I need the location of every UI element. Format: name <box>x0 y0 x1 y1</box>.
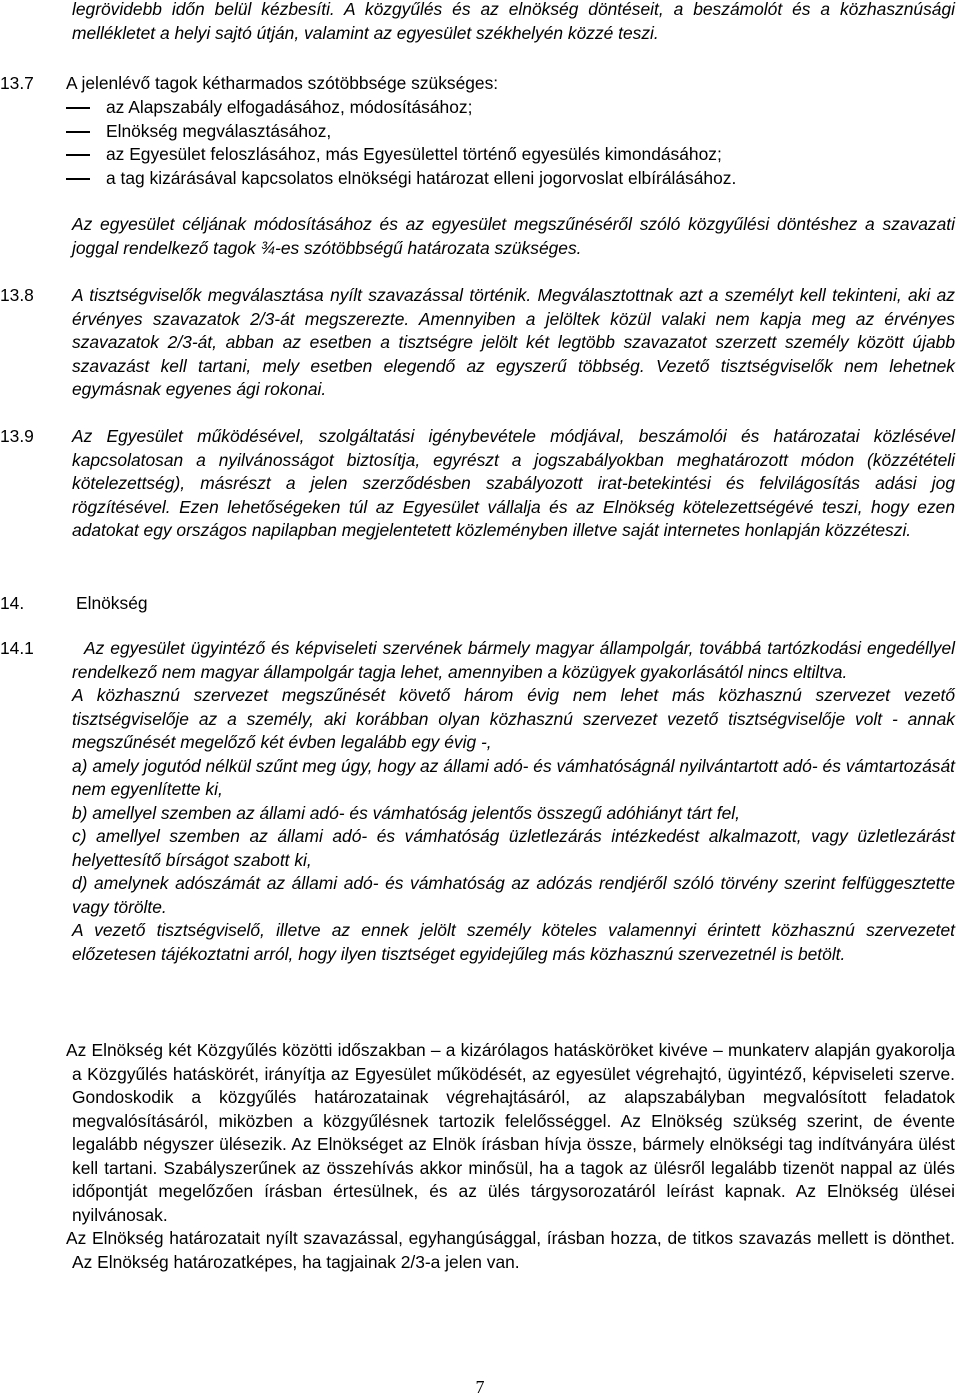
section-14-1-content <box>72 637 955 966</box>
section-13-7-intro: A jelenlévő tagok kétharmados szótöbbsége szükséges: <box>66 73 499 93</box>
section-number-13-8: 13.8 <box>0 285 34 305</box>
intro-paragraph <box>72 0 955 45</box>
section-number-14: 14. <box>0 593 25 613</box>
intro-text: legrövidebb időn belül kézbesíti. A közgyűlés és az elnökség döntéseit, a beszámolót és a közhasznúsági mellékletet a helyi sajtó útján, valamint az egyesület székhelyén közzé teszi. <box>72 0 955 43</box>
list-item: a tag kizárásával kapcsolatos elnökségi határozat elleni jogorvoslat elbírálásához. <box>66 167 946 191</box>
section-number-13-7: 13.7 <box>0 73 34 93</box>
section-14-1-item-a: a) amely jogutód nélkül szűnt meg úgy, hogy az állami adó- és vámhatóságnál nyilvántartott adó- és vámtartozását nem egyenlítette ki, <box>72 755 955 799</box>
section-14-1-item-d: d) amelynek adószámát az állami adó- és vámhatóság az adózás rendjéről szóló törvény szerint felfüggesztette vagy törölte. <box>72 873 955 917</box>
list-item: az Alapszabály elfogadásához, módosításához; <box>66 96 946 120</box>
page-number: 7 <box>475 1377 485 1397</box>
section-13-9-text: Az Egyesület működésével, szolgáltatási igénybevétele módjával, beszámolói és határozatai közlésével kapcsolatosan a nyilvánosságot biztosítja, egyrészt a jogszabályokban meghatározott módon (közzétételi kötelezettség), másrészt a jelen szerződésben szabályozott irat-betekintési és felvilágosítás adási jog rögzítésével. Ezen lehetőségeken túl az Egyesület vállalja és az Elnökség kötelezettségévé teszi, hogy ezen adatokat egy országos napilapban megjelentetett közleményben illetve saját internetes honlapján közzéteszi. <box>72 426 955 540</box>
elnokseg-paragraph-1: Az Elnökség két Közgyűlés közötti időszakban – a kizárólagos hatásköröket kivéve – munkaterv alapján gyakorolja a Közgyűlés hatáskörét, irányítja az Egyesület működését, az egyesület végrehajtó, ügyintéző, képviseleti szerve. Gondoskodik a közgyűlés határozatainak végrehajtásáról, az alapszabályban megvalósított feladatok megvalósításáról, miközben a közgyűlésnek tartozik felelősséggel. Az Elnökség szükség szerint, de évente legalább négyszer ülésezik. Az Elnökséget az Elnök írásban hívja össze, bármely elnökségi tag indítványára ülést kell tartani. Szabályszerűnek az összehívás akkor minősül, ha a tagok az ülésről legalább tizenöt nappal az ülés időpontját megelőzően írásban értesülnek, és az ülés tárgysorozatáról leírást kapnak. Az Elnökség ülései nyilvánosak. <box>66 1040 955 1225</box>
section-14-1-para2: A közhasznú szervezet megszűnését követő három évig nem lehet más közhasznú szervezet vezető tisztségviselője az a személy, aki korábban olyan közhasznú szervezet vezető tisztségviselője volt - annak megszűnését megelőző két évben legalább egy évig -, <box>72 685 955 752</box>
section-13-8-text: A tisztségviselők megválasztása nyílt szavazással történik. Megválasztottnak azt a személyt kell tekinteni, aki az érvényes szavazatok 2/3-át megszerezte. Amennyiben a jelöltek közül valaki nem kapja meg az érvényes szavazatok 2/3-át, abban az esetben a tisztségre jelölt két legtöbb szavazatot szerzett személy között újabb szavazást kell tartani, mely esetben elegendő az egyszerű többség. Vezető tisztségviselők nem lehetnek egymásnak egyenes ági rokonai. <box>72 285 955 399</box>
section-13-7-paragraph: Az egyesület céljának módosításához és az egyesület megszűnéséről szóló közgyűlési döntéshez a szavazati joggal rendelkező tagok ¾-es szótöbbségű határozata szükséges. <box>72 214 955 258</box>
section-13-7-list <box>66 96 946 190</box>
section-number-14-1: 14.1 <box>0 638 34 658</box>
list-item: Elnökség megválasztásához, <box>66 120 946 144</box>
list-item: az Egyesület feloszlásához, más Egyesülettel történő egyesülés kimondásához; <box>66 143 946 167</box>
section-14-1-para1: Az egyesület ügyintéző és képviseleti szervének bármely magyar állampolgár, továbbá tartózkodási engedéllyel rendelkező nem magyar állampolgár tagja lehet, amennyiben a közügyek gyakorlásától nincs eltiltva. <box>72 638 955 682</box>
section-number-13-9: 13.9 <box>0 426 34 446</box>
section-14-1-para3: A vezető tisztségviselő, illetve az ennek jelölt személy köteles valamennyi érintett közhasznú szervezetet előzetesen tájékoztatni arról, hogy ilyen tisztséget egyidejűleg más közhasznú szervezetnél is betölt. <box>72 920 955 964</box>
elnokseg-body <box>66 1039 955 1274</box>
section-14-title: Elnökség <box>76 593 148 613</box>
section-14-1-item-b: b) amellyel szemben az állami adó- és vámhatóság jelentős összegű adóhiányt tárt fel, <box>72 802 740 823</box>
elnokseg-paragraph-2: Az Elnökség határozatait nyílt szavazással, egyhangúsággal, írásban hozza, de titkos szavazás mellett is dönthet. Az Elnökség határozatképes, ha tagjainak 2/3-a jelen van. <box>66 1228 955 1272</box>
section-14-1-item-c: c) amellyel szemben az állami adó- és vámhatóság üzletlezárás intézkedést alkalmazott, vagy üzletlezárást helyettesítő bírságot szabott ki, <box>72 826 955 870</box>
